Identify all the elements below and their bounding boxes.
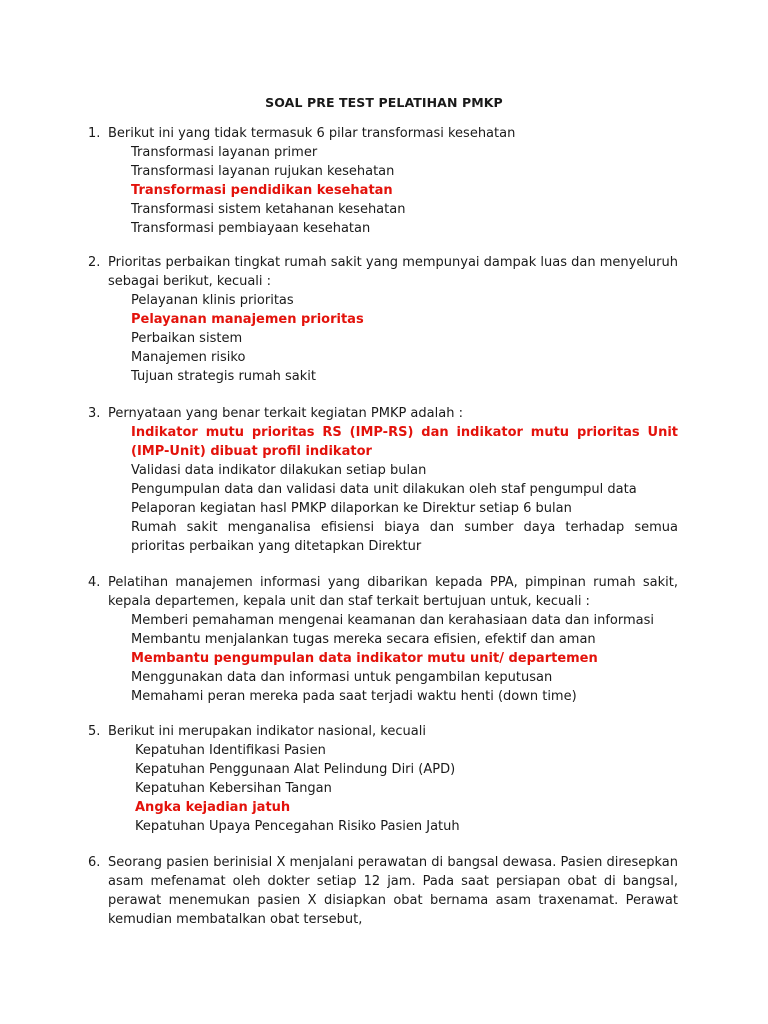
answer-option-correct: Transformasi pendidikan kesehatan bbox=[131, 183, 393, 198]
answer-option: Manajemen risiko bbox=[131, 350, 246, 365]
answer-option-correct: Indikator mutu prioritas RS (IMP-RS) dan indikator mutu prioritas Unit (IMP-Unit) dibuat profil indikator bbox=[131, 425, 678, 459]
question-6 bbox=[88, 853, 678, 929]
answer-option: Pengumpulan data dan validasi data unit dilakukan oleh staf pengumpul data bbox=[131, 482, 637, 497]
answer-options bbox=[135, 741, 678, 836]
answer-option: Validasi data indikator dilakukan setiap bulan bbox=[131, 463, 427, 478]
answer-option: Perbaikan sistem bbox=[131, 331, 243, 346]
question-text: Pernyataan yang benar terkait kegiatan PMKP adalah : bbox=[108, 406, 463, 421]
answer-option: Kepatuhan Identifikasi Pasien bbox=[135, 743, 326, 758]
answer-option: Kepatuhan Penggunaan Alat Pelindung Diri (APD) bbox=[135, 762, 456, 777]
question-5 bbox=[88, 722, 678, 836]
question-number: 1. bbox=[88, 126, 101, 141]
answer-options bbox=[131, 291, 678, 386]
answer-option: Rumah sakit menganalisa efisiensi biaya dan sumber daya terhadap semua prioritas perbaikan yang ditetapkan Direktur bbox=[131, 520, 678, 554]
answer-option-correct: Angka kejadian jatuh bbox=[135, 800, 291, 815]
answer-option: Kepatuhan Kebersihan Tangan bbox=[135, 781, 332, 796]
question-4 bbox=[88, 573, 678, 706]
answer-option: Pelaporan kegiatan hasl PMKP dilaporkan ke Direktur setiap 6 bulan bbox=[131, 501, 572, 516]
answer-option-correct: Membantu pengumpulan data indikator mutu unit/ departemen bbox=[131, 651, 598, 666]
answer-option: Memberi pemahaman mengenai keamanan dan kerahasiaan data dan informasi bbox=[131, 613, 655, 628]
question-text: Prioritas perbaikan tingkat rumah sakit yang mempunyai dampak luas dan menyeluruh sebagai berikut, kecuali : bbox=[108, 255, 678, 289]
question-text: Berikut ini yang tidak termasuk 6 pilar transformasi kesehatan bbox=[108, 126, 516, 141]
answer-option: Memahami peran mereka pada saat terjadi waktu henti (down time) bbox=[131, 689, 577, 704]
answer-options bbox=[131, 423, 678, 556]
question-number: 6. bbox=[88, 855, 101, 870]
answer-option: Kepatuhan Upaya Pencegahan Risiko Pasien Jatuh bbox=[135, 819, 460, 834]
question-number: 3. bbox=[88, 406, 101, 421]
answer-option: Pelayanan klinis prioritas bbox=[131, 293, 294, 308]
question-2 bbox=[88, 253, 678, 386]
answer-option: Transformasi layanan primer bbox=[131, 145, 318, 160]
question-3 bbox=[88, 404, 678, 556]
document-title: SOAL PRE TEST PELATIHAN PMKP bbox=[265, 95, 503, 110]
answer-options bbox=[131, 611, 678, 706]
question-number: 2. bbox=[88, 255, 101, 270]
question-number: 5. bbox=[88, 724, 101, 739]
answer-options bbox=[131, 143, 678, 238]
question-text: Seorang pasien berinisial X menjalani perawatan di bangsal dewasa. Pasien diresepkan asam mefenamat oleh dokter setiap 12 jam. Pada saat persiapan obat di bangsal, perawat menemukan pasien X disiapkan obat bernama asam traxenamat. Perawat kemudian membatalkan obat tersebut, bbox=[108, 855, 678, 927]
answer-option: Menggunakan data dan informasi untuk pengambilan keputusan bbox=[131, 670, 553, 685]
answer-option: Transformasi sistem ketahanan kesehatan bbox=[131, 202, 406, 217]
question-text: Berikut ini merupakan indikator nasional, kecuali bbox=[108, 724, 426, 739]
answer-option: Membantu menjalankan tugas mereka secara efisien, efektif dan aman bbox=[131, 632, 596, 647]
question-1 bbox=[88, 124, 678, 238]
answer-option: Tujuan strategis rumah sakit bbox=[131, 369, 317, 384]
question-number: 4. bbox=[88, 575, 101, 590]
answer-option: Transformasi pembiayaan kesehatan bbox=[131, 221, 371, 236]
answer-option: Transformasi layanan rujukan kesehatan bbox=[131, 164, 395, 179]
question-text: Pelatihan manajemen informasi yang dibarikan kepada PPA, pimpinan rumah sakit, kepala departemen, kepala unit dan staf terkait bertujuan untuk, kecuali : bbox=[108, 575, 678, 609]
answer-option-correct: Pelayanan manajemen prioritas bbox=[131, 312, 364, 327]
